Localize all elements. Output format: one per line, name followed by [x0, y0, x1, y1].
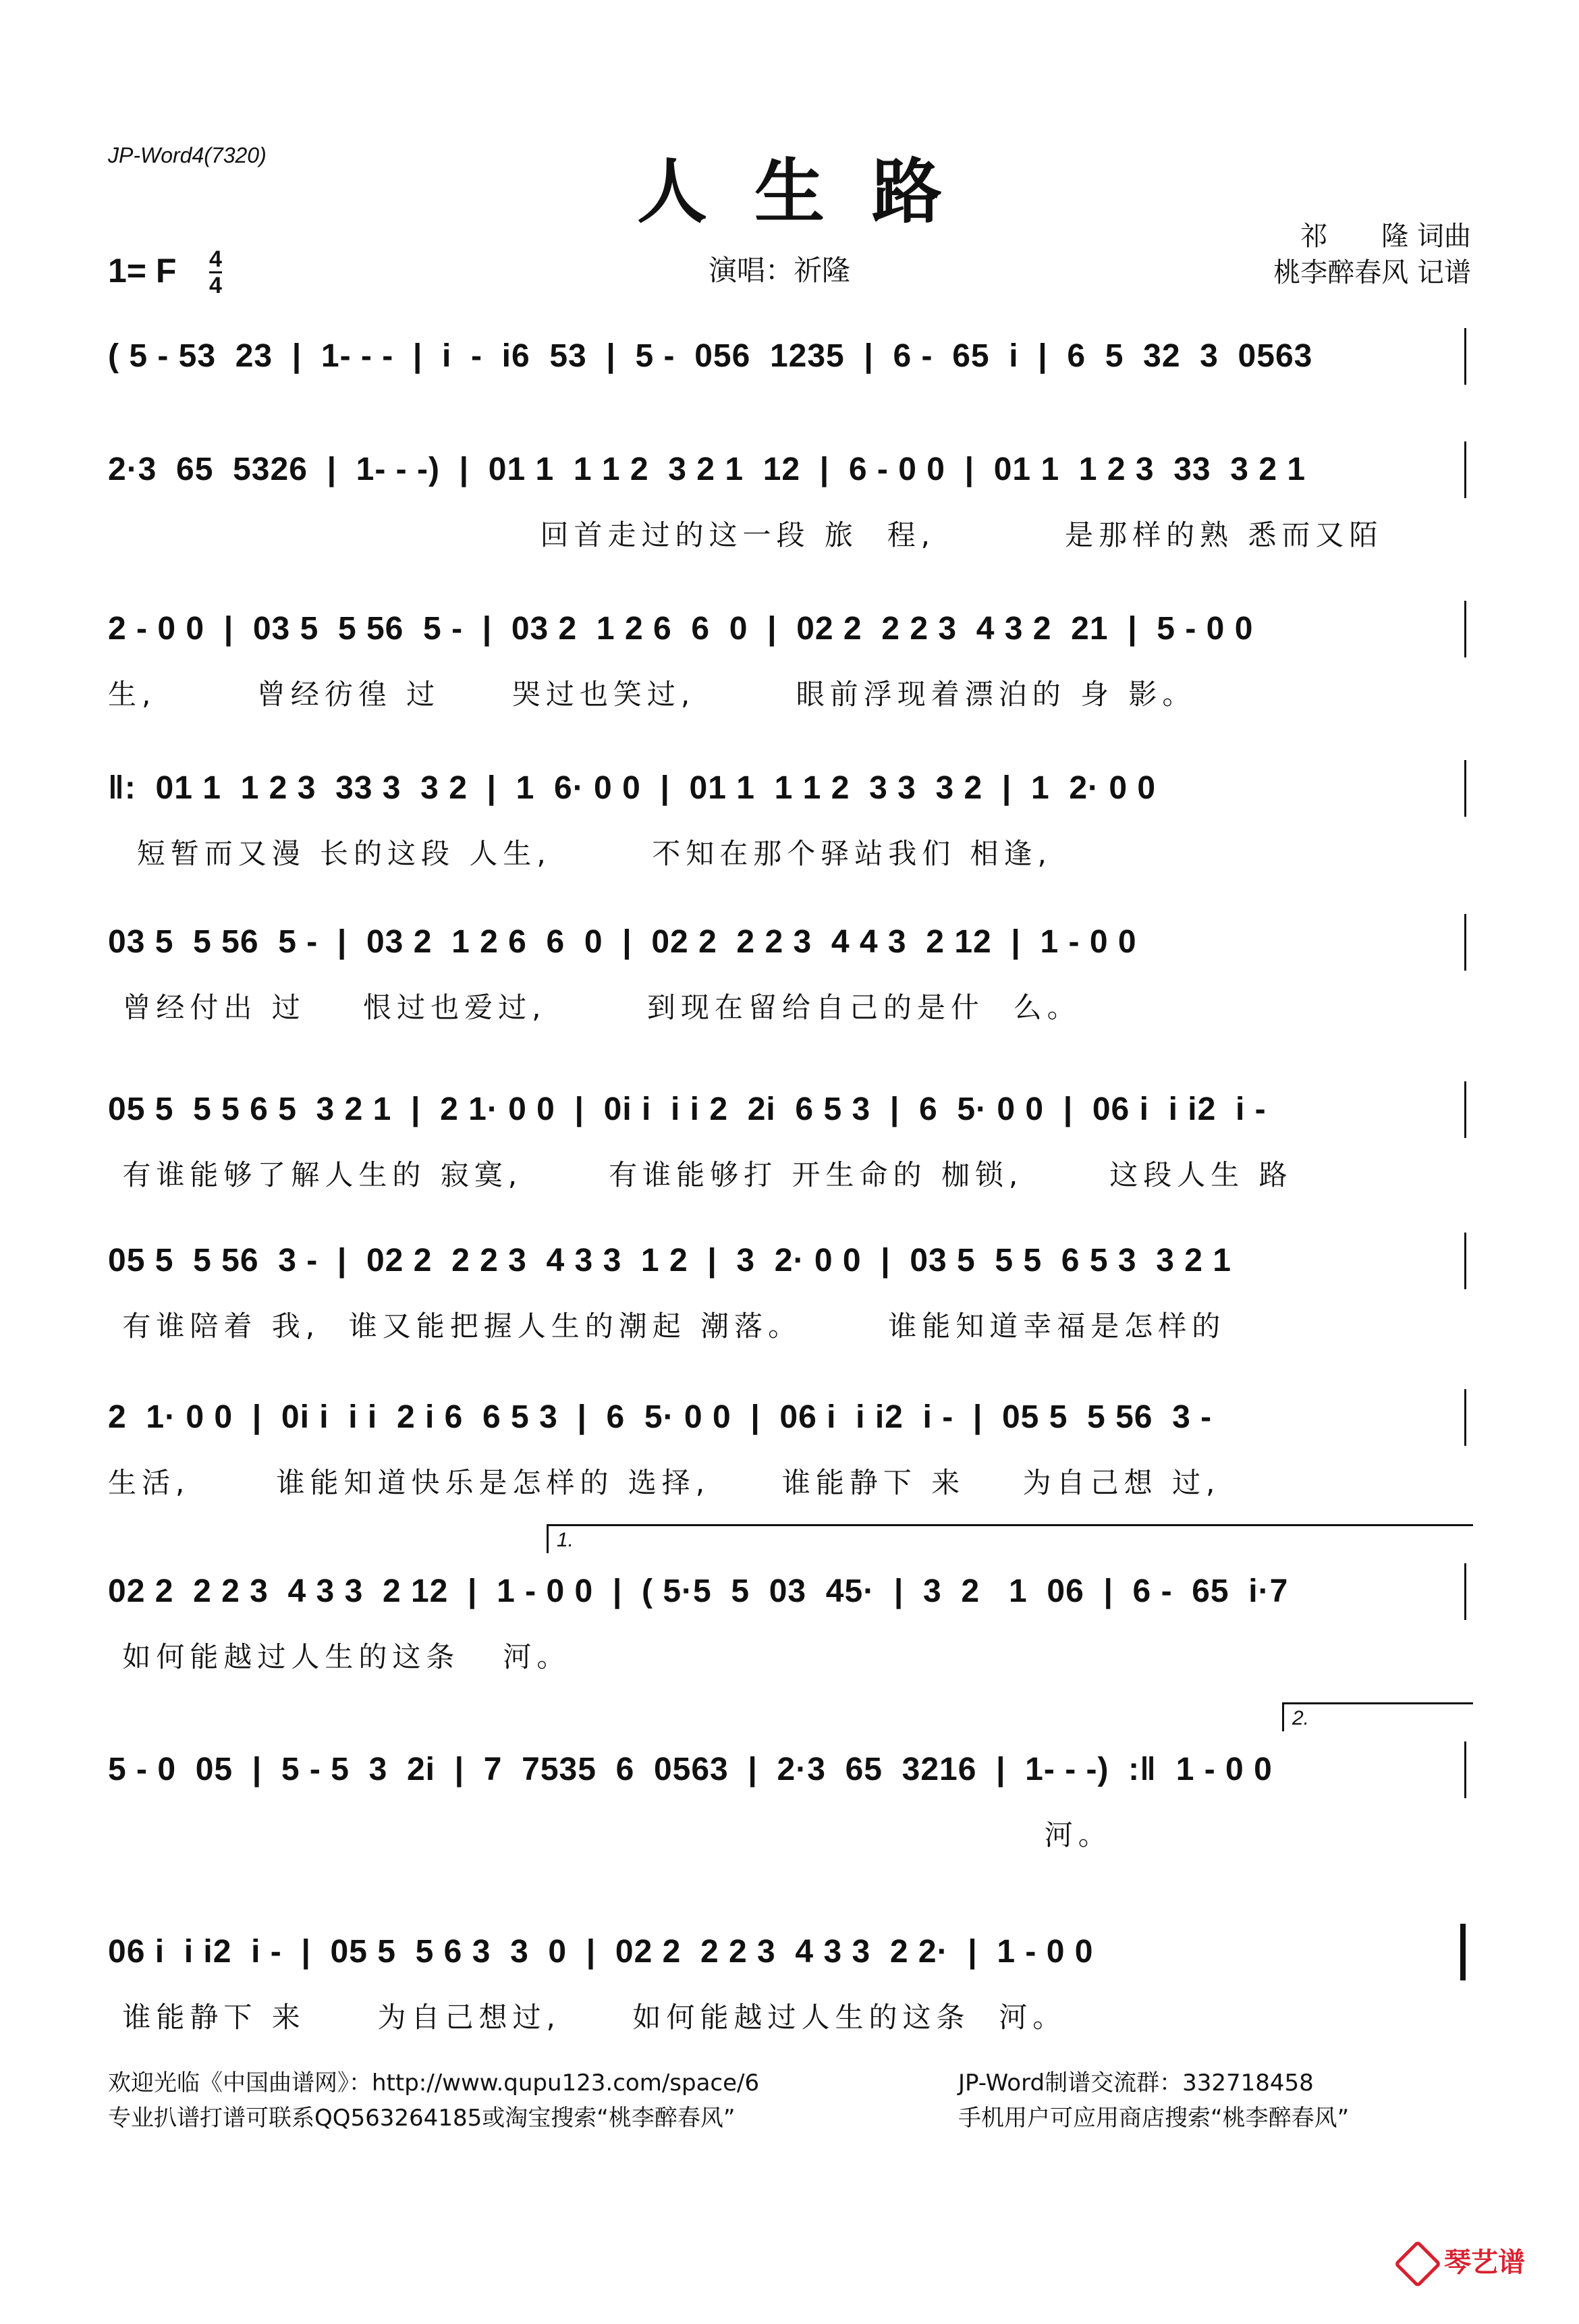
logo-icon — [1394, 2240, 1442, 2288]
singer: 演唱：祈隆 — [709, 254, 851, 287]
lyrics: 回首走过的这一段 旅 程, 是那样的熟 悉而又陌 — [108, 518, 1383, 551]
lyrics: 谁能静下 来 为自己想过, 如何能越过人生的这条 河。 — [108, 2001, 1067, 2034]
barline — [1464, 441, 1466, 498]
score-row-2 — [108, 451, 1471, 586]
first-ending-label: 1. — [557, 1529, 574, 1551]
final-barline — [1460, 1924, 1466, 1980]
notation: 2 - 0 0 | 03 5 5 56 5 - | 03 2 1 2 6 6 0 | 02 2 2 2 3 4 3 2 21 | 5 - 0 0 — [108, 611, 1254, 647]
footer-group: JP-Word制谱交流群：332718458 — [958, 2070, 1314, 2097]
transcriber: 桃李醉春风 记谱 — [1273, 257, 1471, 288]
score-row-3 — [108, 610, 1471, 745]
notation: 02 2 2 2 3 4 3 3 2 12 | 1 - 0 0 | ( 5·5 5 03 45· | 3 2 1 06 | 6 - 65 i·7 — [108, 1573, 1289, 1609]
barline — [1464, 328, 1466, 385]
second-ending-label: 2. — [1292, 1707, 1310, 1729]
barline — [1464, 760, 1466, 817]
watermark-logo — [1401, 2241, 1525, 2281]
first-ending-bracket — [547, 1524, 1473, 1553]
lyrics: 曾经付出 过 恨过也爱过, 到现在留给自己的是什 么。 — [108, 991, 1081, 1024]
key-signature: 1= F — [108, 252, 177, 290]
time-signature-top: 4 — [209, 246, 222, 272]
footer-app: 手机用户可应用商店搜索“桃李醉春风” — [958, 2105, 1350, 2132]
time-signature — [209, 247, 222, 298]
score-row-11 — [108, 1933, 1471, 2068]
barline — [1464, 601, 1466, 657]
notation: 03 5 5 56 5 - | 03 2 1 2 6 6 0 | 02 2 2 2 3 4 4 3 2 12 | 1 - 0 0 — [108, 924, 1137, 960]
song-title: 人生路 — [636, 150, 989, 233]
score-row-10 — [108, 1707, 1471, 1886]
time-signature-bottom: 4 — [209, 273, 222, 298]
notation: ( 5 - 53 23 | 1- - - | i - i6 53 | 5 - 056 1235 | 6 - 65 i | 6 5 32 3 0563 — [108, 338, 1313, 374]
barline — [1464, 914, 1466, 971]
barline — [1464, 1081, 1466, 1138]
lyrics: 如何能越过人生的这条 河。 — [108, 1640, 571, 1673]
lyrics: 有谁陪着 我, 谁又能把握人生的潮起 潮落。 谁能知道幸福是怎样的 — [108, 1309, 1226, 1343]
lyrics: 河。 — [108, 1818, 1112, 1852]
software-version: JP-Word4(7320) — [108, 143, 267, 167]
score-row-9 — [108, 1529, 1471, 1708]
lyrics: 有谁能够了解人生的 寂寞, 有谁能够打 开生命的 枷锁, 这段人生 路 — [108, 1158, 1293, 1191]
notation: 2·3 65 5326 | 1- - -) | 01 1 1 1 2 3 2 1 12 | 6 - 0 0 | 01 1 1 2 3 33 3 2 1 — [108, 452, 1306, 487]
notation: 05 5 5 5 6 5 3 2 1 | 2 1· 0 0 | 0i i i i 2 2i 6 5 3 | 6 5· 0 0 | 06 i i i2 i - — [108, 1091, 1267, 1127]
lyricist-composer: 祁 隆 词曲 — [1300, 221, 1471, 252]
score-row-4 — [108, 769, 1471, 904]
lyrics: 短暂而又漫 长的这段 人生, 不知在那个驿站我们 相逢, — [108, 837, 1052, 870]
barline — [1464, 1563, 1466, 1620]
score-row-8 — [108, 1399, 1471, 1534]
barline — [1464, 1741, 1466, 1798]
footer-contact: 专业扒谱打谱可联系QQ563264185或淘宝搜索“桃李醉春风” — [108, 2105, 736, 2132]
lyrics: 生活, 谁能知道快乐是怎样的 选择, 谁能静下 来 为自己想 过, — [108, 1466, 1221, 1499]
score-row-7 — [108, 1242, 1471, 1377]
notation: ‖: 01 1 1 2 3 33 3 3 2 | 1 6· 0 0 | 01 1 1 1 2 3 3 3 2 | 1 2· 0 0 — [108, 770, 1157, 806]
score-row-5 — [108, 923, 1471, 1058]
second-ending-bracket — [1282, 1702, 1473, 1731]
notation: 2 1· 0 0 | 0i i i i 2 i 6 6 5 3 | 6 5· 0 0 | 06 i i i2 i - | 05 5 5 56 3 - — [108, 1399, 1213, 1435]
lyrics: 生, 曾经彷徨 过 哭过也笑过, 眼前浮现着漂泊的 身 影。 — [108, 678, 1196, 711]
score-row-6 — [108, 1091, 1471, 1226]
footer-website: 欢迎光临《中国曲谱网》：http://www.qupu123.com/space/6 — [108, 2070, 760, 2097]
notation: 5 - 0 05 | 5 - 5 3 2i | 7 7535 6 0563 | 2·3 65 3216 | 1- - -) :‖ 1 - 0 0 — [108, 1752, 1273, 1787]
watermark-text: 琴艺谱 — [1444, 2247, 1525, 2278]
barline — [1464, 1233, 1466, 1289]
notation: 06 i i i2 i - | 05 5 5 6 3 3 0 | 02 2 2 2 3 4 3 3 2 2· | 1 - 0 0 — [108, 1934, 1094, 1970]
notation: 05 5 5 56 3 - | 02 2 2 2 3 4 3 3 1 2 | 3 2· 0 0 | 03 5 5 5 6 5 3 3 2 1 — [108, 1243, 1231, 1278]
barline — [1464, 1389, 1466, 1446]
